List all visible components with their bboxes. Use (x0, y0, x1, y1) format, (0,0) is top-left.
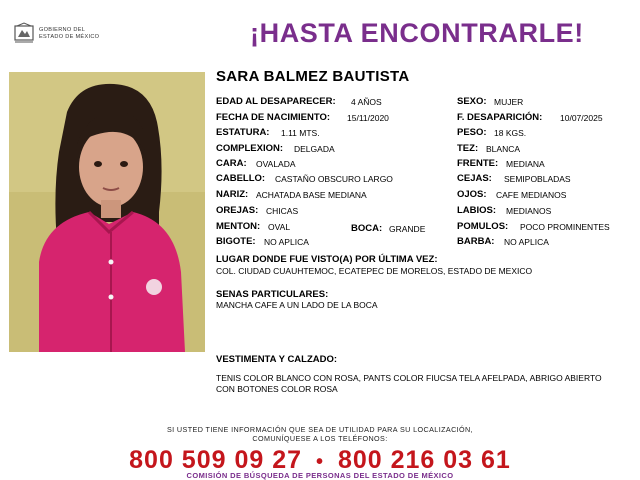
cejas-value: SEMIPOBLADAS (504, 174, 571, 184)
senas-value: MANCHA CAFE A UN LADO DE LA BOCA (216, 300, 378, 310)
vestimenta-value: TENIS COLOR BLANCO CON ROSA, PANTS COLOR FIUCSA TELA AFELPADA, ABRIGO ABIERTO CON BOTONES COLOR ROSA (216, 373, 602, 394)
pomulos-label: POMULOS: (457, 221, 509, 232)
sexo-label: SEXO: (457, 96, 487, 107)
boca-value: GRANDE (389, 224, 426, 234)
phone-2[interactable]: 800 216 03 61 (337, 446, 511, 474)
bigote-value: NO APLICA (264, 237, 309, 247)
nacimiento-value: 15/11/2020 (347, 113, 389, 123)
logo-line2: ESTADO DE MÉXICO (39, 34, 100, 40)
orejas-label: OREJAS: (216, 205, 259, 216)
notice-line1: SI USTED TIENE INFORMACIÓN QUE SEA DE UTILIDAD PARA SU LOCALIZACIÓN, (166, 425, 474, 434)
menton-value: OVAL (268, 222, 291, 232)
tez-label: TEZ: (457, 143, 479, 154)
complexion-label: COMPLEXION: (216, 143, 284, 154)
cara-value: OVALADA (256, 159, 296, 169)
lugar-value: COL. CIUDAD CUAUHTEMOC, ECATEPEC DE MORELOS, ESTADO DE MEXICO (216, 266, 533, 276)
peso-value: 18 KGS. (494, 128, 527, 138)
logo-line1: GOBIERNO DEL (39, 27, 86, 33)
ojos-label: OJOS: (457, 189, 487, 200)
phone-1[interactable]: 800 509 09 27 (129, 446, 303, 474)
nacimiento-label: FECHA DE NACIMIENTO: (216, 112, 330, 123)
estatura-value: 1.11 MTS. (281, 128, 320, 138)
state-emblem-icon (12, 22, 36, 44)
cabello-label: CABELLO: (216, 173, 266, 184)
sexo-value: MUJER (494, 97, 524, 107)
frente-label: FRENTE: (457, 158, 499, 169)
barba-label: BARBA: (457, 236, 495, 247)
cabello-value: CASTAÑO OBSCURO LARGO (275, 174, 393, 184)
commission-name: COMISIÓN DE BÚSQUEDA DE PERSONAS DEL ESTADO DE MÉXICO (186, 471, 454, 480)
menton-label: MENTON: (216, 221, 261, 232)
estatura-label: ESTATURA: (216, 127, 270, 138)
barba-value: NO APLICA (504, 237, 549, 247)
government-logo (12, 22, 122, 46)
desaparicion-label: F. DESAPARICIÓN: (457, 112, 543, 123)
bigote-label: BIGOTE: (216, 236, 256, 247)
notice-line2: COMUNÍQUESE A LOS TELÉFONOS: (252, 434, 388, 443)
person-name: SARA BALMEZ BAUTISTA (216, 68, 410, 85)
pomulos-value: POCO PROMINENTES (520, 222, 610, 232)
labios-label: LABIOS: (457, 205, 497, 216)
vestimenta-label: VESTIMENTA Y CALZADO: (216, 354, 338, 365)
peso-label: PESO: (457, 127, 487, 138)
edad-label: EDAD AL DESAPARECER: (216, 96, 336, 107)
ojos-value: CAFE MEDIANOS (496, 190, 567, 200)
frente-value: MEDIANA (506, 159, 545, 169)
labios-value: MEDIANOS (506, 206, 552, 216)
boca-label: BOCA: (351, 223, 383, 234)
missing-person-photo (9, 72, 205, 352)
senas-label: SENAS PARTICULARES: (216, 289, 329, 300)
phone-separator: • (315, 451, 324, 473)
complexion-value: DELGADA (294, 144, 335, 154)
orejas-value: CHICAS (266, 206, 299, 216)
nariz-label: NARIZ: (216, 189, 249, 200)
cara-label: CARA: (216, 158, 247, 169)
lugar-label: LUGAR DONDE FUE VISTO(A) POR ÚLTIMA VEZ: (216, 254, 438, 265)
tez-value: BLANCA (486, 144, 521, 154)
headline: ¡HASTA ENCONTRARLE! (250, 18, 584, 48)
desaparicion-value: 10/07/2025 (560, 113, 603, 123)
edad-value: 4 AÑOS (351, 97, 382, 107)
nariz-value: ACHATADA BASE MEDIANA (256, 190, 367, 200)
cejas-label: CEJAS: (457, 173, 492, 184)
